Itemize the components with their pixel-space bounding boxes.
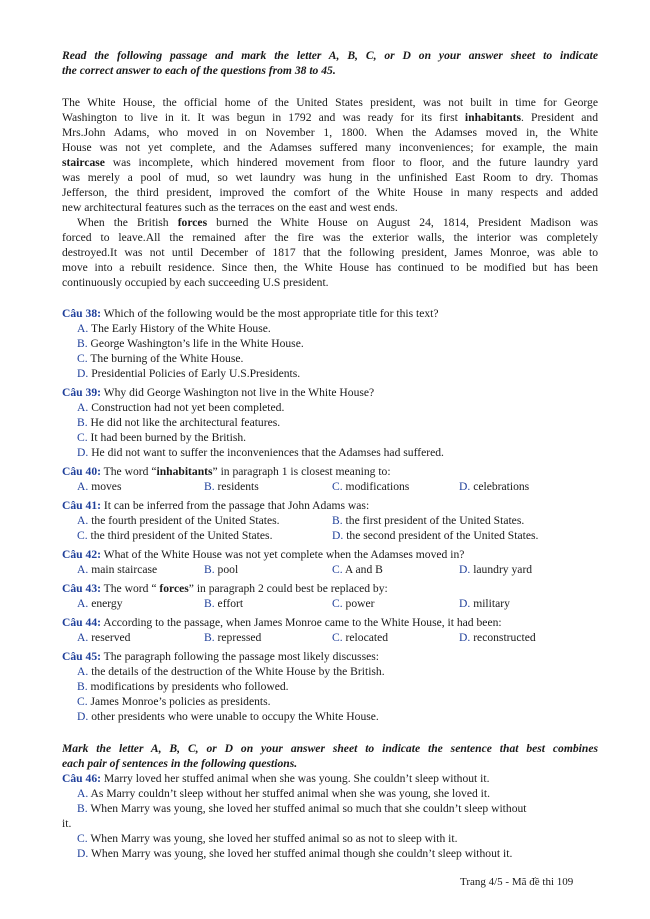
q45-option-a[interactable]: A. the details of the destruction of the White House by the British. xyxy=(77,665,385,678)
q46-option-a[interactable]: A. As Marry couldn’t sleep without her stuffed animal when she was young, she loved it. xyxy=(77,787,491,800)
question-label: Câu 41: xyxy=(62,499,101,512)
q43-option-a[interactable]: A. energy xyxy=(77,597,123,610)
instruction-line-2 xyxy=(62,756,297,771)
passage-line: staircase was incomplete, which hindered movement from floor to floor, and the future laundry yard xyxy=(62,156,598,169)
passage-line: destroyed.It was not until December of 1817 that the following president, James Monroe, was able to xyxy=(62,246,598,259)
instruction-line-1 xyxy=(62,48,598,63)
passage-line: House was not yet complete, and the Adamses suffered many inconveniences; for example, the main xyxy=(62,141,598,154)
question-41: Câu 41: It can be inferred from the passage that John Adams was: xyxy=(62,499,370,512)
question-label: Câu 43: xyxy=(62,582,101,595)
q46-option-b[interactable]: B. When Marry was young, she loved her stuffed animal so much that she couldn’t sleep without xyxy=(77,802,527,815)
q43-option-c[interactable]: C. power xyxy=(332,597,375,610)
q46-option-b-continued: it. xyxy=(62,817,72,830)
question-label: Câu 46: xyxy=(62,772,101,785)
question-44: Câu 44: According to the passage, when James Monroe came to the White House, it had been: xyxy=(62,616,502,629)
keyword-inhabitants: inhabitants xyxy=(464,111,521,124)
q40-option-c[interactable]: C. modifications xyxy=(332,480,410,493)
q38-option-b[interactable]: B. George Washington’s life in the White House. xyxy=(77,337,304,350)
q44-option-b[interactable]: B. repressed xyxy=(204,631,262,644)
q44-option-c[interactable]: C. relocated xyxy=(332,631,389,644)
question-label: Câu 42: xyxy=(62,548,101,561)
passage-line: Washington to live in it. It was begun in 1792 and was ready for its first inhabitants. President and xyxy=(62,111,598,124)
q40-option-d[interactable]: D. celebrations xyxy=(459,480,530,493)
q41-option-b[interactable]: B. the first president of the United States. xyxy=(332,514,525,527)
instruction-text: Read the following passage and mark the letter A, B, C, or D on your answer sheet to indicate xyxy=(62,49,598,62)
q38-option-a[interactable]: A. The Early History of the White House. xyxy=(77,322,271,335)
passage-line: new architectural features such as the terraces on the east and west ends. xyxy=(62,201,398,214)
passage-line: Mrs.John Adams, who moved in on November 1, 1800. When the Adamses moved in, the White xyxy=(62,126,598,139)
question-label: Câu 40: xyxy=(62,465,101,478)
q38-option-c[interactable]: C. The burning of the White House. xyxy=(77,352,244,365)
question-38: Câu 38: Which of the following would be the most appropriate title for this text? xyxy=(62,307,439,320)
q41-option-c[interactable]: C. the third president of the United States. xyxy=(77,529,273,542)
keyword-staircase: staircase xyxy=(62,156,105,169)
passage-line: When the British forces burned the White House on August 24, 1814, President Madison was xyxy=(77,216,598,229)
keyword-inhabitants: inhabitants xyxy=(156,465,213,478)
question-42: Câu 42: What of the White House was not yet complete when the Adamses moved in? xyxy=(62,548,465,561)
q40-option-a[interactable]: A. moves xyxy=(77,480,122,493)
question-39: Câu 39: Why did George Washington not live in the White House? xyxy=(62,386,375,399)
q44-option-a[interactable]: A. reserved xyxy=(77,631,131,644)
q40-option-b[interactable]: B. residents xyxy=(204,480,259,493)
instruction-line-2 xyxy=(62,63,336,78)
question-label: Câu 39: xyxy=(62,386,101,399)
page-footer: Trang 4/5 - Mã đề thi 109 xyxy=(460,876,574,888)
passage-line: was merely a pool of mud, so wet laundry was hung in the unfinished East Room to dry. Thomas xyxy=(62,171,598,184)
keyword-forces: forces xyxy=(177,216,208,229)
passage-line: The White House, the official home of the United States president, was not built in time for George xyxy=(62,96,598,109)
passage-line: Jefferson, the third president, improved the comfort of the White House in many respects and added xyxy=(62,186,598,199)
q45-option-d[interactable]: D. other presidents who were unable to occupy the White House. xyxy=(77,710,379,723)
question-45: Câu 45: The paragraph following the passage most likely discusses: xyxy=(62,650,379,663)
question-46: Câu 46: Marry loved her stuffed animal when she was young. She couldn’t sleep without it. xyxy=(62,772,490,785)
q42-option-d[interactable]: D. laundry yard xyxy=(459,563,533,576)
q42-option-b[interactable]: B. pool xyxy=(204,563,239,576)
passage-line: continuously occupied by each succeeding U.S president. xyxy=(62,276,329,289)
q39-option-b[interactable]: B. He did not like the architectural features. xyxy=(77,416,281,429)
q42-option-a[interactable]: A. main staircase xyxy=(77,563,158,576)
question-label: Câu 44: xyxy=(62,616,101,629)
instruction-text: Mark the letter A, B, C, or D on your answer sheet to indicate the sentence that best combines xyxy=(62,742,598,755)
q45-option-b[interactable]: B. modifications by presidents who followed. xyxy=(77,680,289,693)
q38-option-d[interactable]: D. Presidential Policies of Early U.S.Presidents. xyxy=(77,367,301,380)
question-40: Câu 40: The word “inhabitants” in paragraph 1 is closest meaning to: xyxy=(62,465,391,478)
q45-option-c[interactable]: C. James Monroe’s policies as presidents. xyxy=(77,695,271,708)
instruction-line-1 xyxy=(62,741,598,756)
q46-option-c[interactable]: C. When Marry was young, she loved her stuffed animal so as not to sleep with it. xyxy=(77,832,458,845)
passage-line: move into a rebuilt residence. Since then, the White House has continued to be modified but has been xyxy=(62,261,598,274)
q39-option-d[interactable]: D. He did not want to suffer the inconveniences that the Adamses had suffered. xyxy=(77,446,444,459)
q44-option-d[interactable]: D. reconstructed xyxy=(459,631,536,644)
q41-option-d[interactable]: D. the second president of the United States. xyxy=(332,529,539,542)
question-43: Câu 43: The word “ forces” in paragraph 2 could best be replaced by: xyxy=(62,582,388,595)
q43-option-d[interactable]: D. military xyxy=(459,597,510,610)
instruction-text: each pair of sentences in the following questions. xyxy=(62,757,298,770)
passage-line: forced to leave.All the remained after the fire was the exterior walls, the interior was completely xyxy=(62,231,598,244)
q43-option-b[interactable]: B. effort xyxy=(204,597,244,610)
q42-option-c[interactable]: C. A and B xyxy=(332,563,383,576)
keyword-forces: forces xyxy=(159,582,189,595)
q46-option-d[interactable]: D. When Marry was young, she loved her stuffed animal though she couldn’t sleep without it. xyxy=(77,847,513,860)
question-label: Câu 45: xyxy=(62,650,101,663)
question-label: Câu 38: xyxy=(62,307,101,320)
instruction-text: the correct answer to each of the questions from 38 to 45. xyxy=(62,64,336,77)
q41-option-a[interactable]: A. the fourth president of the United States. xyxy=(77,514,280,527)
q39-option-c[interactable]: C. It had been burned by the British. xyxy=(77,431,247,444)
q39-option-a[interactable]: A. Construction had not yet been completed. xyxy=(77,401,285,414)
